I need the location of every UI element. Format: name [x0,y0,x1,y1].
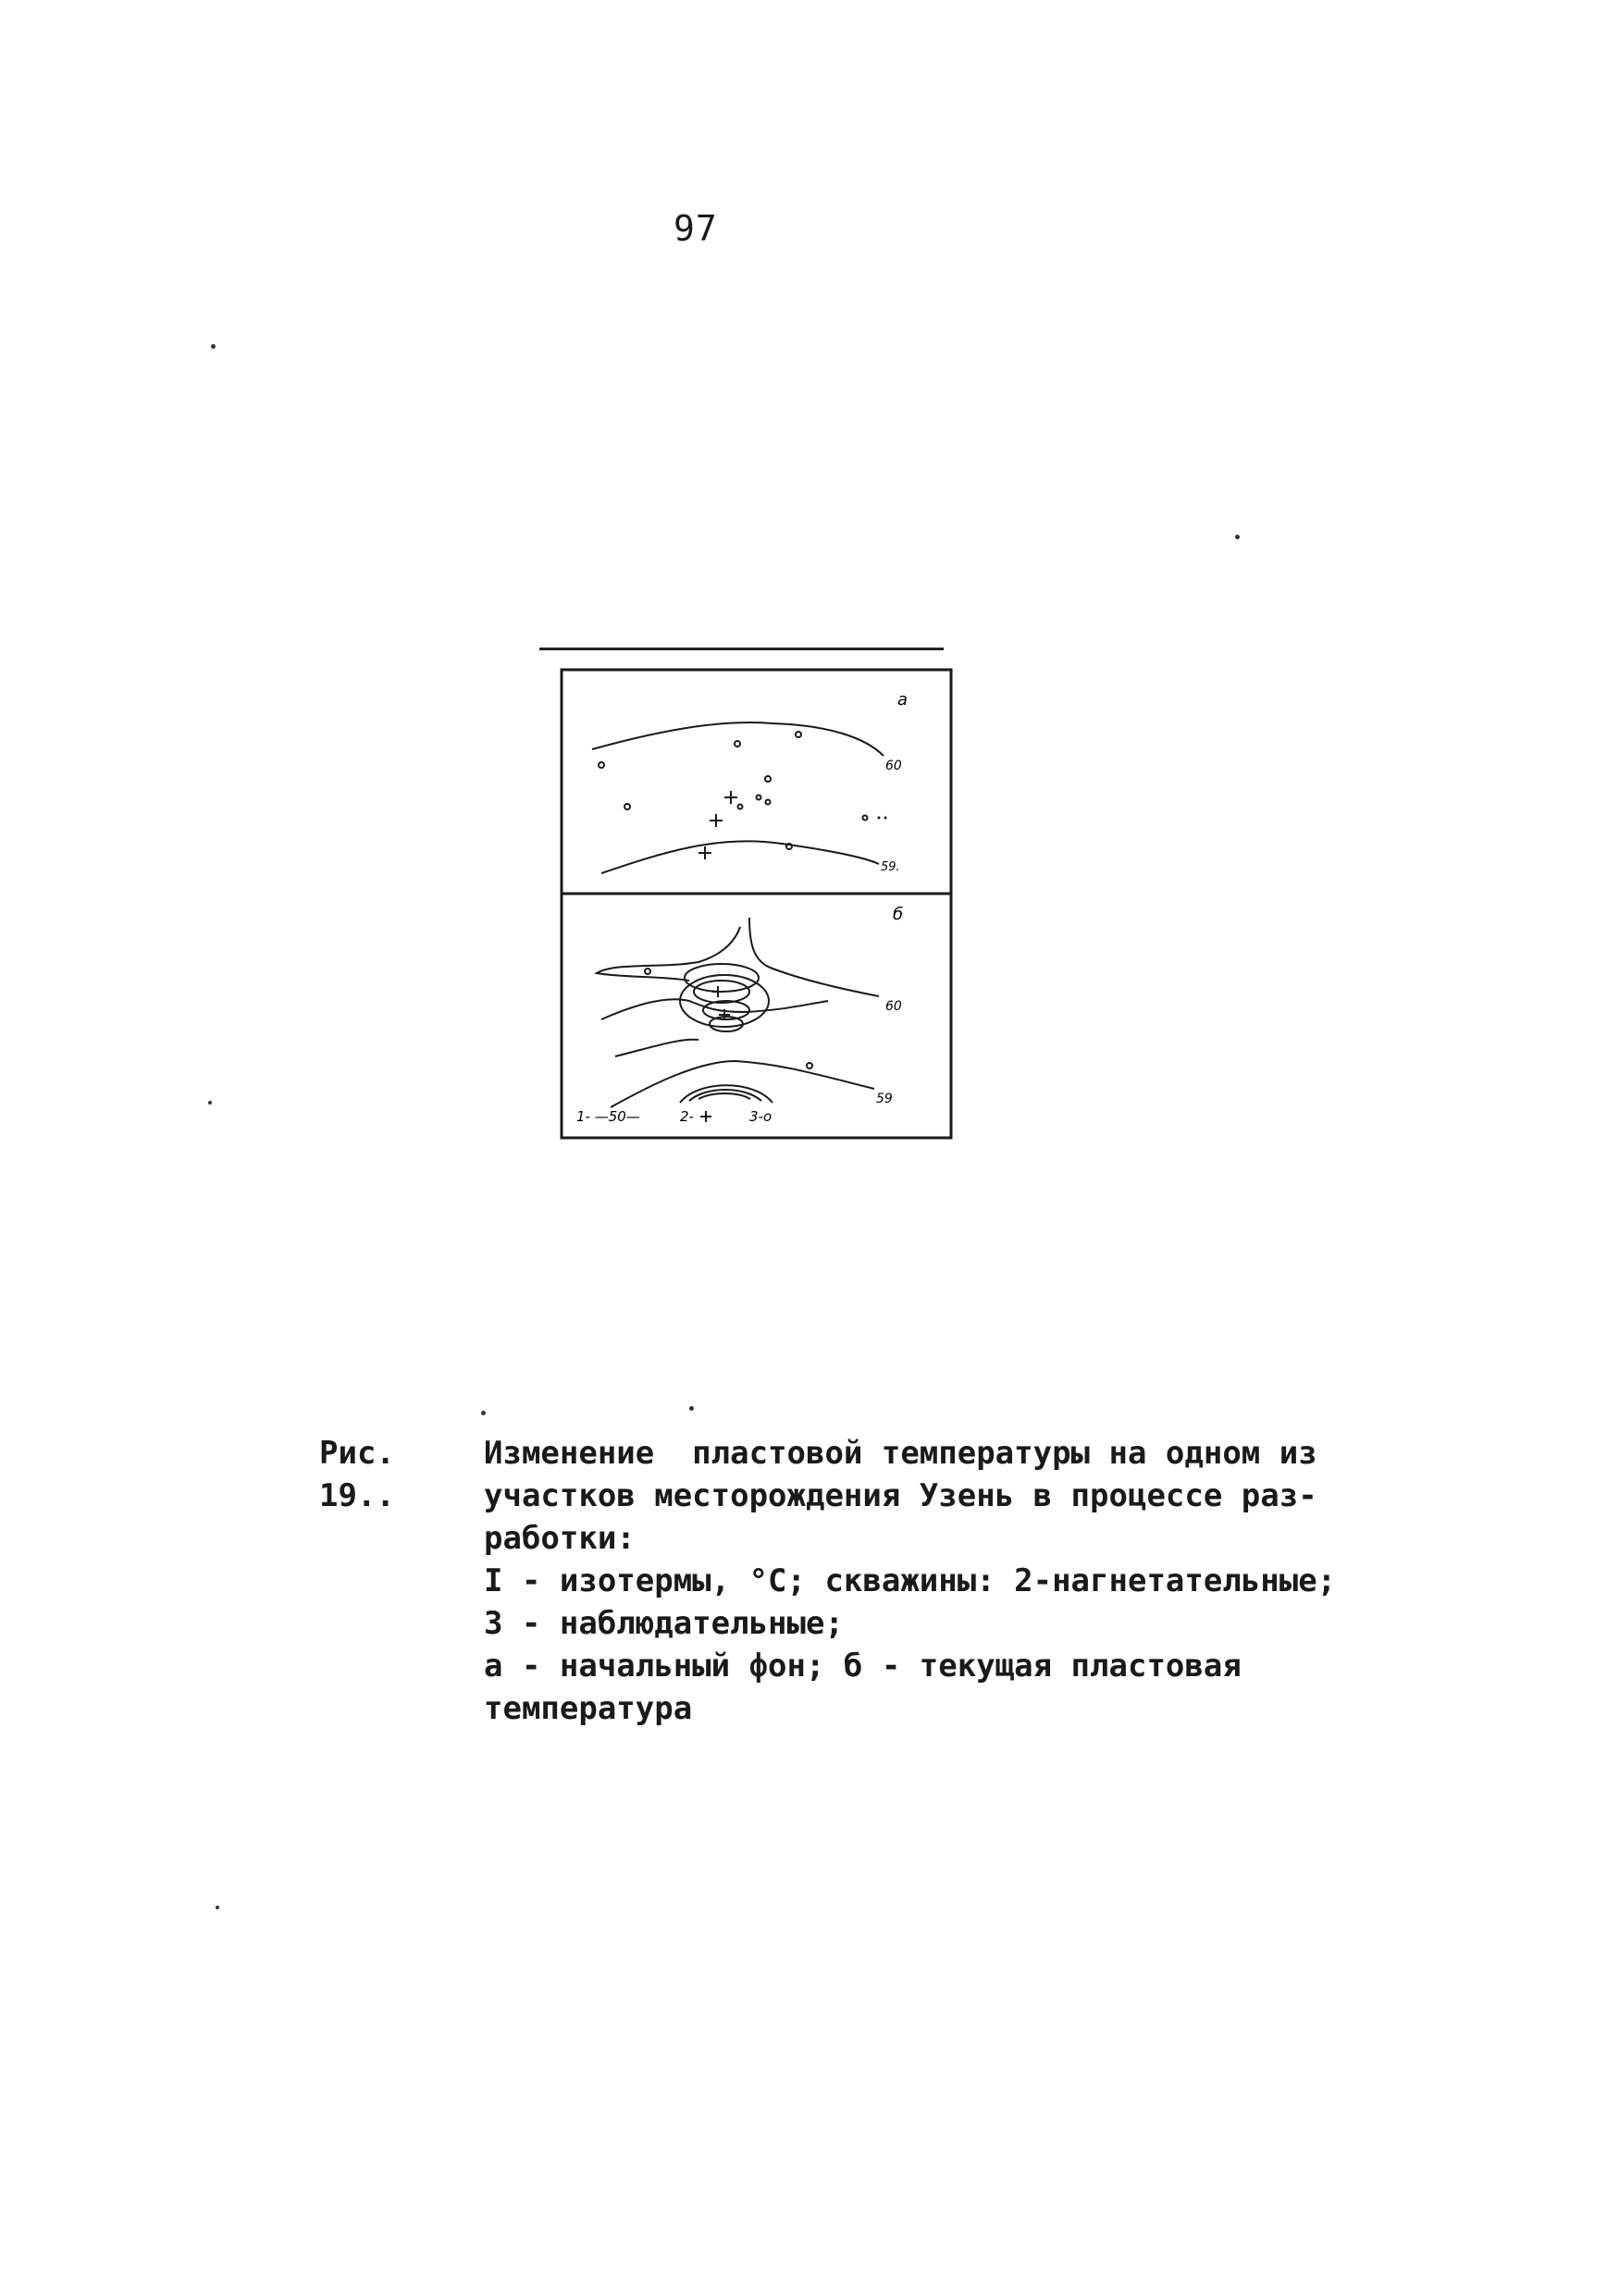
panel-a-wells [599,732,868,859]
scan-speck [689,1406,694,1411]
panel-a-label: а [897,690,908,710]
panel-b-isotherm-label-60: 60 [885,999,902,1014]
injection-well [710,814,723,827]
scan-speck [211,344,216,349]
panel-b-isotherm-label-59: 59 [876,1092,893,1106]
caption-line: I - изотермы, °С; скважины: 2-нагнетательные; [484,1562,1337,1599]
observation-well [599,762,604,768]
observation-well [786,844,792,849]
caption-line: Изменение пластовой температуры на одном из [484,1435,1317,1472]
panel-a-isotherm-59 [601,841,879,873]
scan-speck [481,1411,486,1415]
observation-well [766,800,771,805]
observation-well [796,732,801,737]
legend-observation: 3-о [749,1108,772,1125]
legend-injection: 2- [680,1108,694,1125]
legend-isotherm: 1- —50— [576,1108,640,1125]
panel-a-isotherm-label-60: 60 [885,759,902,773]
observation-well [757,796,761,800]
panel-b-isotherms [597,918,879,1107]
scan-speck [208,1101,212,1105]
scan-speck [1235,535,1240,539]
panel-a-isotherm-label-59: 59. [881,860,900,874]
panel-b-label: б [893,905,904,924]
injection-well [724,791,737,804]
figure-frame [562,670,951,1138]
injection-well [712,986,723,997]
page-number: 97 [674,208,718,249]
observation-well [863,816,868,821]
observation-well [735,741,740,747]
observation-well [738,805,743,809]
observation-well [624,804,630,809]
caption-line: температура [484,1690,693,1727]
observation-well [645,969,650,974]
caption-line: участков месторождения Узень в процессе раз- [484,1477,1317,1514]
caption-label: Рис. 19.. [319,1435,395,1514]
figure-caption [319,1432,1411,1730]
panel-a-isotherm-60 [592,722,884,756]
scan-speck [216,1906,219,1909]
legend-injection-icon [700,1111,711,1122]
observation-well [765,776,771,782]
top-rule [539,648,944,650]
observation-well [807,1063,812,1068]
caption-line: 3 - наблюдательные; [484,1605,844,1642]
injection-well [698,846,711,859]
caption-line: а - начальный фон; б - текущая пластовая [484,1648,1242,1685]
isotherm-figure [560,668,953,1140]
caption-line: работки: [484,1520,636,1557]
